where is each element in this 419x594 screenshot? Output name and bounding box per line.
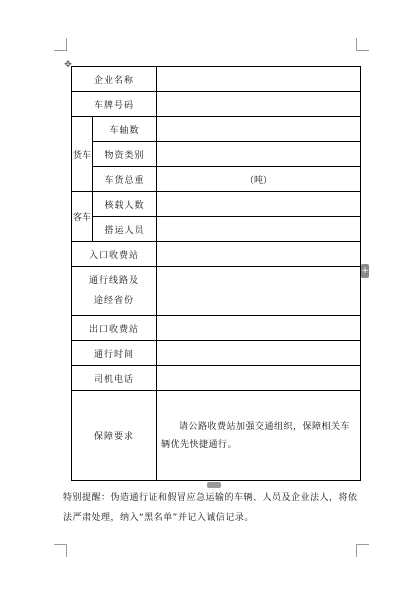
route-label-line1: 通行线路及 (89, 276, 140, 286)
table-row (72, 242, 361, 267)
plus-icon[interactable]: + (361, 266, 369, 276)
table-row (72, 366, 361, 391)
carried-people-label: 搭运人员 (93, 217, 157, 242)
table-row (72, 192, 361, 217)
plate-number-field[interactable] (157, 92, 361, 117)
driver-phone-label: 司机电话 (72, 366, 157, 391)
page-corner-mark-bottom-right (356, 544, 369, 557)
page-corner-mark-bottom-left (54, 544, 67, 557)
route-label-line2: 途经省份 (94, 296, 135, 306)
approved-capacity-field[interactable] (157, 192, 361, 217)
driver-phone-field[interactable] (157, 366, 361, 391)
carried-people-field[interactable] (157, 217, 361, 242)
cargo-total-weight-field[interactable]: （吨） (157, 167, 361, 192)
route-label (72, 267, 157, 316)
axle-count-label: 车轴数 (93, 117, 157, 142)
company-name-field[interactable] (157, 67, 361, 92)
pass-form-table (71, 66, 361, 481)
exit-toll-station-label: 出口收费站 (72, 316, 157, 341)
cargo-category-field[interactable] (157, 142, 361, 167)
special-reminder-note: 特别提醒：伪造通行证和假冒应急运输的车辆、人员及企业法人，将依法严肃处理，纳入“黑名单”并记入诚信记录。 (63, 493, 358, 523)
table-row (72, 391, 361, 481)
page-corner-mark-top-right (356, 38, 369, 51)
table-row (72, 267, 361, 316)
guarantee-text[interactable] (157, 391, 361, 481)
table-row (72, 117, 361, 142)
route-field[interactable] (157, 267, 361, 316)
passenger-vehicle-group-label: 客车 (72, 192, 93, 242)
guarantee-label: 保障要求 (72, 391, 157, 481)
cargo-vehicle-group-label: 货车 (72, 117, 93, 192)
exit-toll-station-field[interactable] (157, 316, 361, 341)
guarantee-text-content: 请公路收费站加强交通组织，保障相关车辆优先快捷通行。 (161, 421, 351, 450)
cargo-category-label: 物资类别 (93, 142, 157, 167)
cargo-total-weight-label: 车货总重 (93, 167, 157, 192)
plate-number-label: 车牌号码 (72, 92, 157, 117)
page-corner-mark-top-left (54, 38, 67, 51)
table-row (72, 217, 361, 242)
table-row (72, 316, 361, 341)
table-row (72, 92, 361, 117)
entry-toll-station-label: 入口收费站 (72, 242, 157, 267)
entry-toll-station-field[interactable] (157, 242, 361, 267)
approved-capacity-label: 核载人数 (93, 192, 157, 217)
pass-time-label: 通行时间 (72, 341, 157, 366)
move-icon[interactable]: ✥ (64, 60, 72, 70)
table-row (72, 167, 361, 192)
company-name-label: 企业名称 (72, 67, 157, 92)
table-row (72, 142, 361, 167)
table-row (72, 67, 361, 92)
axle-count-field[interactable] (157, 117, 361, 142)
table-row (72, 341, 361, 366)
pass-time-field[interactable] (157, 341, 361, 366)
